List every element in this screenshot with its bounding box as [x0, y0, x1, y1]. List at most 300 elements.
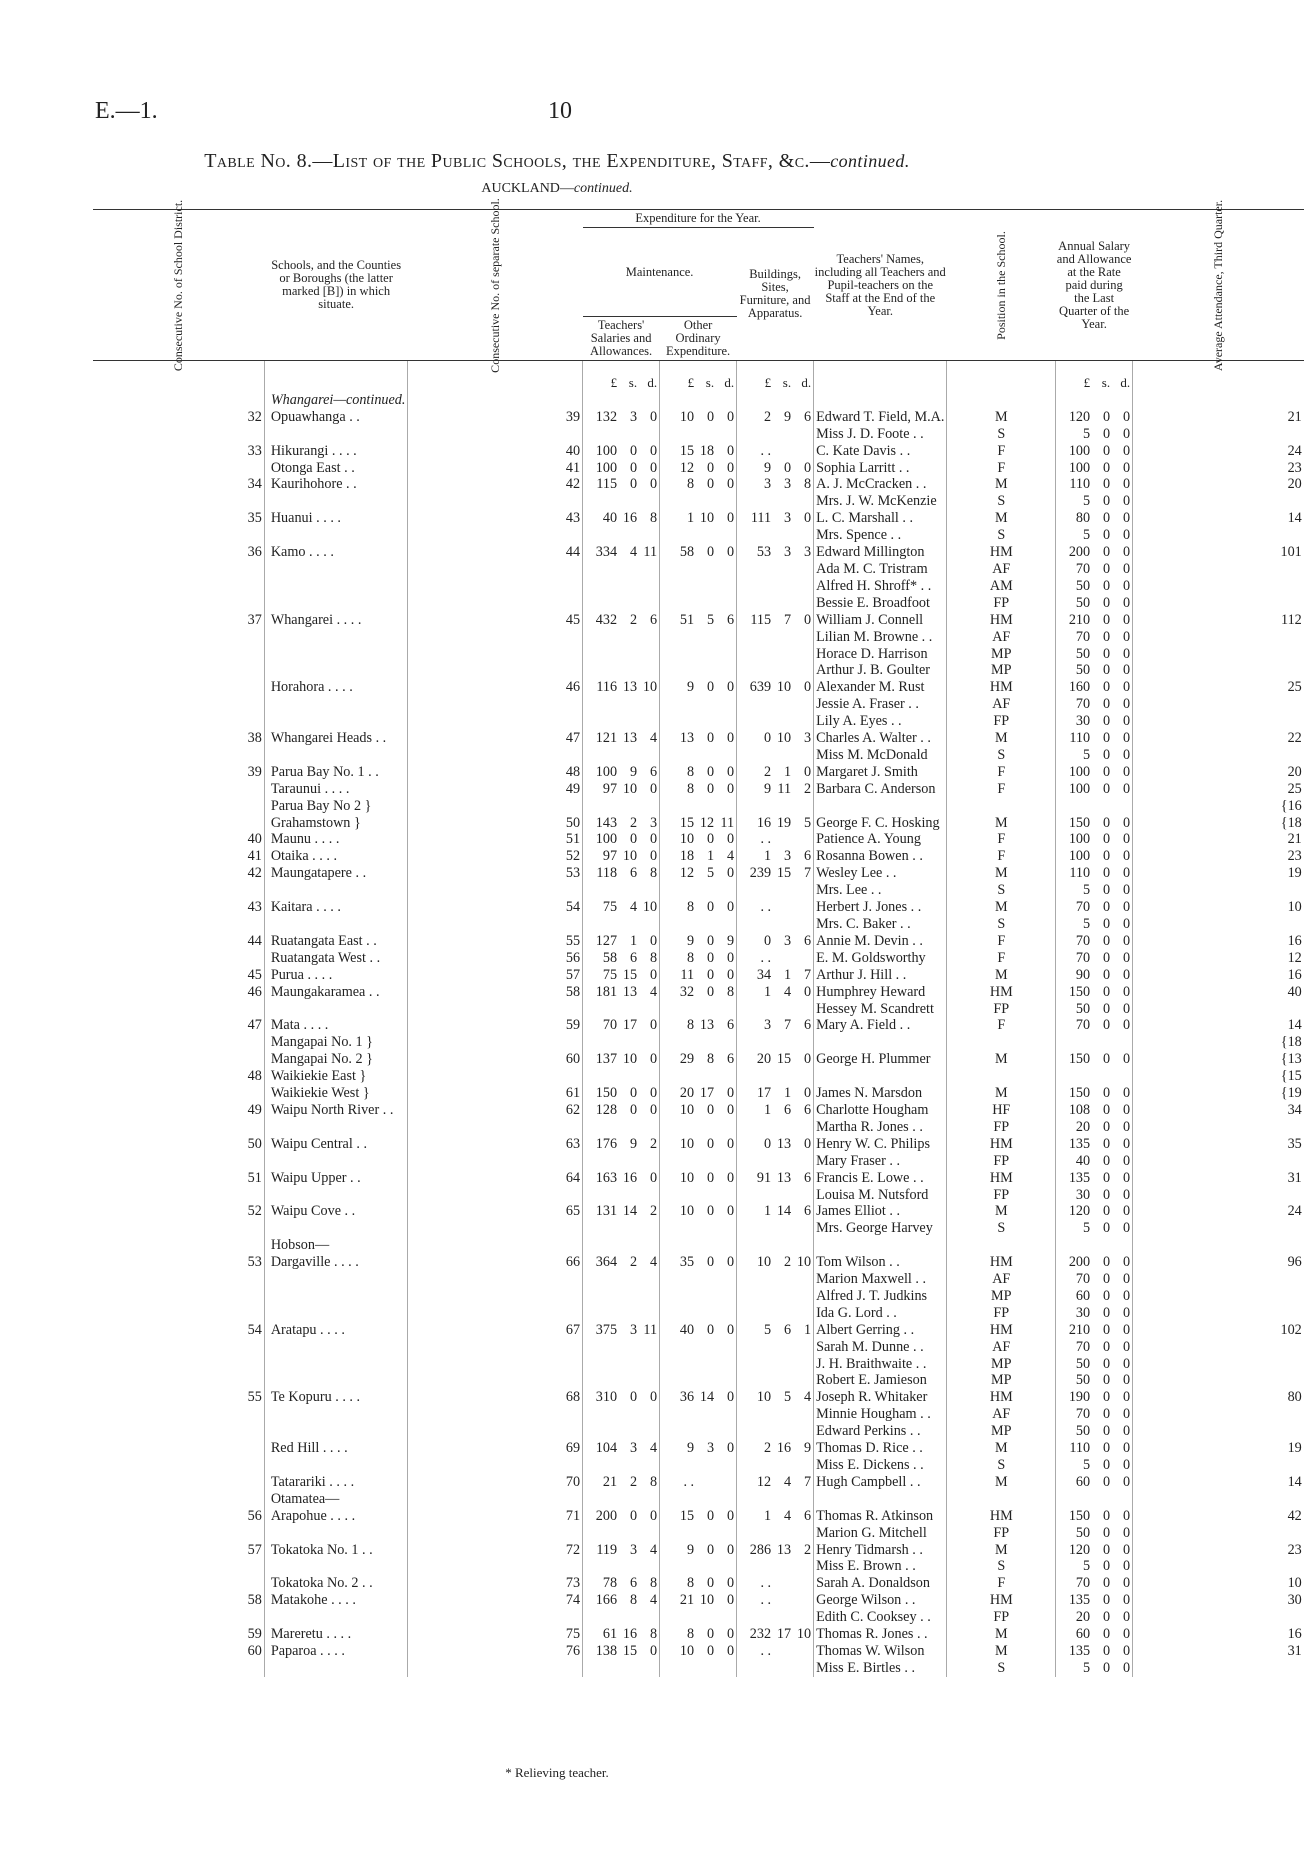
teacher-name: Hessey M. Scandrett	[814, 1001, 947, 1018]
district-no	[93, 1305, 264, 1322]
buildings-value-part: 0	[803, 459, 812, 476]
buildings-value-part: 7	[803, 1473, 812, 1490]
buildings-value-part: 4	[803, 1389, 812, 1406]
unit-label: s.	[1101, 375, 1111, 390]
annual-salary-value	[1056, 933, 1133, 950]
buildings-value	[737, 1372, 814, 1389]
salaries-value-part: 8	[649, 1473, 658, 1490]
other-expenditure-value-part: 15	[679, 442, 695, 459]
teacher-name: Mrs. George Harvey	[814, 1220, 947, 1237]
attendance: 40	[1133, 984, 1304, 1001]
teacher-name: Alfred H. Shroff* . .	[814, 578, 947, 595]
other-expenditure-value-part: 8	[726, 983, 735, 1000]
annual-salary-value-part: 0	[1103, 1355, 1111, 1372]
annual-salary-value-part: 0	[1123, 1389, 1131, 1406]
buildings-value-part: 34	[756, 966, 772, 983]
buildings-value	[737, 595, 814, 612]
buildings-value-part: 6	[783, 1321, 792, 1338]
buildings-value-part: 7	[803, 865, 812, 882]
buildings-value-part: 0	[803, 763, 812, 780]
school-name	[264, 595, 408, 612]
table-row	[93, 1034, 1304, 1051]
annual-salary-value-part: 0	[1103, 1118, 1111, 1135]
salaries-value-part: 8	[649, 510, 658, 527]
district-no	[93, 950, 264, 967]
salaries-value	[583, 1558, 660, 1575]
position: M	[947, 1203, 1056, 1220]
salaries-value-part: 14	[622, 1203, 638, 1220]
position: S	[947, 882, 1056, 899]
header-school-no: Consecutive No. of separate School.	[408, 210, 583, 361]
teacher-name: George F. C. Hosking	[814, 815, 947, 832]
annual-salary-value-part: 0	[1123, 1592, 1131, 1609]
region-name: AUCKLAND—	[481, 181, 574, 196]
buildings-value-part: 10	[776, 679, 792, 696]
other-expenditure-value	[660, 646, 737, 663]
other-expenditure-value	[660, 933, 737, 950]
table-row	[93, 1136, 1304, 1153]
annual-salary-value-part: 150	[1068, 1051, 1091, 1068]
other-expenditure-value-part: 11	[680, 966, 695, 983]
other-expenditure-value	[660, 1542, 737, 1559]
other-expenditure-value-part: 0	[726, 831, 735, 848]
table-row	[93, 882, 1304, 899]
annual-salary-value-part: 0	[1103, 662, 1111, 679]
buildings-value-part: 17	[776, 1626, 792, 1643]
annual-salary-value-part: 0	[1123, 577, 1131, 594]
annual-salary-value-part: 0	[1103, 831, 1111, 848]
position: M	[947, 1474, 1056, 1491]
school-name: Tatarariki . . . .	[264, 1474, 408, 1491]
annual-salary-value-part: 0	[1123, 1135, 1131, 1152]
other-expenditure-value	[660, 1305, 737, 1322]
buildings-value	[737, 1592, 814, 1609]
other-expenditure-value-part: 0	[706, 1101, 715, 1118]
other-expenditure-value-part: 0	[726, 899, 735, 916]
salaries-value-part: 15	[622, 1642, 638, 1659]
other-expenditure-value-part: 10	[679, 1642, 695, 1659]
school-no	[408, 527, 583, 544]
annual-salary-value	[1056, 882, 1133, 899]
district-no: 39	[247, 763, 262, 780]
annual-salary-value	[1056, 1001, 1133, 1018]
buildings-value	[737, 561, 814, 578]
buildings-value-part: 8	[803, 476, 812, 493]
school-name	[264, 629, 408, 646]
buildings-value-part: 639	[749, 679, 772, 696]
attendance: 14	[1133, 1474, 1304, 1491]
salaries-value-part: 4	[629, 544, 638, 561]
other-expenditure-value-part: 10	[679, 1135, 695, 1152]
other-expenditure-value	[660, 764, 737, 781]
annual-salary-value-part: 0	[1123, 1169, 1131, 1186]
other-expenditure-value	[660, 460, 737, 477]
buildings-value	[737, 1457, 814, 1474]
buildings-value	[737, 1068, 814, 1085]
attendance	[1133, 1339, 1304, 1356]
teacher-name: Miss M. McDonald	[814, 747, 947, 764]
buildings-value	[737, 629, 814, 646]
other-expenditure-value	[660, 1288, 737, 1305]
buildings-value-part: 6	[803, 848, 812, 865]
other-expenditure-value-part: 0	[726, 1254, 735, 1271]
annual-salary-value-part: 50	[1075, 1372, 1091, 1389]
annual-salary-value-part: 5	[1083, 746, 1091, 763]
annual-salary-value-part: 5	[1083, 916, 1091, 932]
table-row	[93, 1525, 1304, 1542]
district-no: 57	[247, 1541, 262, 1558]
salaries-value-part: 6	[629, 1575, 638, 1592]
annual-salary-value-part: 0	[1123, 1440, 1131, 1457]
annual-salary-value	[1056, 1643, 1133, 1660]
school-no	[408, 1001, 583, 1018]
position: F	[947, 460, 1056, 477]
attendance: 34	[1133, 1102, 1304, 1119]
annual-salary-value-part: 110	[1069, 865, 1091, 882]
position: M	[947, 1440, 1056, 1457]
annual-salary-value-part: 5	[1083, 425, 1091, 442]
table-row	[93, 544, 1304, 561]
other-expenditure-value-part: 0	[726, 476, 735, 493]
other-expenditure-value-part: 0	[706, 1135, 715, 1152]
school-no: 51	[408, 831, 583, 848]
unit-label: d.	[724, 375, 735, 390]
school-name: Mareretu . . . .	[264, 1626, 408, 1643]
table-row	[93, 1322, 1304, 1339]
attendance: 42	[1133, 1508, 1304, 1525]
other-expenditure-value	[660, 392, 737, 409]
salaries-value	[583, 612, 660, 629]
school-no	[408, 1558, 583, 1575]
buildings-value-part: 1	[763, 1507, 772, 1524]
school-name: Dargaville . . . .	[264, 1254, 408, 1271]
salaries-value-part: 8	[649, 949, 658, 966]
buildings-value-part: 10	[796, 1626, 812, 1643]
other-expenditure-value	[660, 1203, 737, 1220]
buildings-value	[737, 1542, 814, 1559]
other-expenditure-value-part: 0	[726, 780, 735, 797]
annual-salary-value	[1056, 1474, 1133, 1491]
school-no	[408, 713, 583, 730]
teacher-name: Miss E. Dickens . .	[814, 1457, 947, 1474]
table-row	[93, 747, 1304, 764]
school-no: 61	[408, 1085, 583, 1102]
school-no: 66	[408, 1254, 583, 1271]
attendance: 25	[1133, 679, 1304, 696]
other-expenditure-value	[660, 1660, 737, 1677]
table-row	[93, 1626, 1304, 1643]
teacher-name: Herbert J. Jones . .	[814, 899, 947, 916]
annual-salary-value-part: 0	[1123, 916, 1131, 932]
salaries-value-part: 0	[629, 459, 638, 476]
attendance: 102	[1133, 1322, 1304, 1339]
salaries-value-part: 118	[596, 865, 618, 882]
header-school: Schools, and the Counties or Boroughs (the latter marked [B]) in which situate.	[264, 210, 408, 361]
salaries-value-part: 0	[649, 1642, 658, 1659]
buildings-value-part: 1	[763, 1101, 772, 1118]
buildings-value-part: 1	[783, 763, 792, 780]
annual-salary-value-part: 0	[1123, 1541, 1131, 1558]
annual-salary-value-part: 70	[1075, 1406, 1091, 1423]
buildings-value-part: 3	[803, 544, 812, 561]
annual-salary-value	[1056, 1271, 1133, 1288]
other-expenditure-value	[660, 1068, 737, 1085]
teacher-name: Jessie A. Fraser . .	[814, 696, 947, 713]
school-name	[264, 1406, 408, 1423]
annual-salary-value	[1056, 1153, 1133, 1170]
salaries-value	[583, 933, 660, 950]
other-expenditure-value-part: 0	[706, 1541, 715, 1558]
annual-salary-value	[1056, 1119, 1133, 1136]
annual-salary-value-part: 0	[1123, 1017, 1131, 1034]
annual-salary-value-part: 0	[1103, 1287, 1111, 1304]
annual-salary-value-part: 0	[1123, 510, 1131, 527]
buildings-value	[737, 1034, 814, 1051]
buildings-value	[737, 1609, 814, 1626]
annual-salary-value-part: 0	[1123, 476, 1131, 493]
position: HM	[947, 984, 1056, 1001]
annual-salary-value	[1056, 1356, 1133, 1373]
salaries-value-part: 163	[595, 1169, 618, 1186]
table-row	[93, 1423, 1304, 1440]
other-expenditure-value	[660, 1034, 737, 1051]
other-expenditure-value-part: 0	[706, 679, 715, 696]
salaries-value	[583, 984, 660, 1001]
annual-salary-value-part: 0	[1123, 442, 1131, 459]
salaries-value-part: 0	[629, 1507, 638, 1524]
salaries-value	[583, 1508, 660, 1525]
other-expenditure-value	[660, 1440, 737, 1457]
buildings-value-part: 20	[756, 1051, 772, 1068]
annual-salary-value-part: 100	[1068, 442, 1091, 459]
table-row	[93, 1440, 1304, 1457]
annual-salary-value-part: 20	[1075, 1118, 1091, 1135]
position: FP	[947, 595, 1056, 612]
other-expenditure-value	[660, 1322, 737, 1339]
annual-salary-value-part: 0	[1103, 1085, 1111, 1102]
school-no: 46	[408, 679, 583, 696]
teacher-name: Tom Wilson . .	[814, 1254, 947, 1271]
buildings-value-part: 2	[803, 1541, 812, 1558]
buildings-value	[737, 662, 814, 679]
district-no: 36	[247, 544, 262, 561]
school-name: Whangarei—continued.	[264, 392, 408, 409]
annual-salary-value	[1056, 1372, 1133, 1389]
other-expenditure-value	[660, 1339, 737, 1356]
annual-salary-value-part: 0	[1103, 882, 1111, 899]
other-expenditure-value-part: 4	[726, 848, 735, 865]
salaries-value-part: 16	[622, 1169, 638, 1186]
school-name	[264, 747, 408, 764]
annual-salary-value-part: 70	[1075, 628, 1091, 645]
buildings-value	[737, 409, 814, 426]
buildings-value	[737, 798, 814, 815]
teacher-name: William J. Connell	[814, 612, 947, 629]
table-row	[93, 764, 1304, 781]
attendance	[1133, 595, 1304, 612]
school-no	[408, 1288, 583, 1305]
unit-label: d.	[801, 375, 812, 390]
attendance: 16	[1133, 933, 1304, 950]
annual-salary-value-part: 5	[1083, 1457, 1091, 1473]
teacher-name: Sophia Larritt . .	[814, 460, 947, 477]
salaries-value-part: 97	[602, 848, 618, 865]
other-expenditure-value-part: 0	[726, 679, 735, 696]
teacher-name: James Elliot . .	[814, 1203, 947, 1220]
annual-salary-value-part: 0	[1103, 560, 1111, 577]
school-no	[408, 1356, 583, 1373]
other-expenditure-value	[660, 713, 737, 730]
other-expenditure-value	[660, 1508, 737, 1525]
teacher-name: Arthur J. B. Goulter	[814, 662, 947, 679]
annual-salary-value-part: 0	[1123, 1626, 1131, 1643]
annual-salary-value	[1056, 443, 1133, 460]
salaries-value-part: 0	[649, 966, 658, 983]
attendance	[1133, 916, 1304, 933]
teacher-name: Sarah M. Dunne . .	[814, 1339, 947, 1356]
position: MP	[947, 1423, 1056, 1440]
district-no	[93, 696, 264, 713]
other-expenditure-value-part: 0	[726, 1626, 735, 1643]
annual-salary-value-part: 0	[1123, 780, 1131, 797]
annual-salary-value-part: 110	[1069, 1440, 1091, 1457]
other-expenditure-value-part: 0	[726, 949, 735, 966]
table-row	[93, 510, 1304, 527]
attendance	[1133, 629, 1304, 646]
buildings-value-part: 3	[803, 730, 812, 747]
buildings-value	[737, 1001, 814, 1018]
table-row	[93, 595, 1304, 612]
table-row	[93, 1119, 1304, 1136]
buildings-value-part: 7	[803, 966, 812, 983]
school-no	[408, 1237, 583, 1254]
table-row	[93, 629, 1304, 646]
annual-salary-value	[1056, 1220, 1133, 1237]
position: S	[947, 1457, 1056, 1474]
position: MP	[947, 662, 1056, 679]
annual-salary-value-part: 0	[1103, 1389, 1111, 1406]
salaries-value-part: 0	[629, 476, 638, 493]
annual-salary-value-part: 0	[1123, 1186, 1131, 1203]
attendance: 23	[1133, 848, 1304, 865]
buildings-value	[737, 1389, 814, 1406]
salaries-value	[583, 1271, 660, 1288]
other-expenditure-value-part: 12	[679, 459, 695, 476]
table-row	[93, 1001, 1304, 1018]
buildings-value-part: 7	[783, 1017, 792, 1034]
position: F	[947, 933, 1056, 950]
salaries-value-part: 0	[629, 831, 638, 848]
buildings-value	[737, 1237, 814, 1254]
school-no: 43	[408, 510, 583, 527]
school-name: Ruatangata East . .	[264, 933, 408, 950]
school-name	[264, 713, 408, 730]
other-expenditure-value	[660, 1051, 737, 1068]
header-district-no: Consecutive No. of School District.	[93, 210, 264, 361]
position: M	[947, 1542, 1056, 1559]
buildings-value-part: . .	[760, 1642, 772, 1659]
annual-salary-value	[1056, 1423, 1133, 1440]
salaries-value-part: 11	[643, 1321, 658, 1338]
annual-salary-value-part: 0	[1103, 983, 1111, 1000]
buildings-value	[737, 646, 814, 663]
other-expenditure-value	[660, 679, 737, 696]
annual-salary-value	[1056, 1085, 1133, 1102]
buildings-value-part: 10	[796, 1254, 812, 1271]
teacher-name: Edward Millington	[814, 544, 947, 561]
attendance: 31	[1133, 1643, 1304, 1660]
other-expenditure-value-part: 1	[706, 848, 715, 865]
table-row	[93, 798, 1304, 815]
annual-salary-value-part: 0	[1103, 645, 1111, 662]
salaries-value	[583, 476, 660, 493]
district-no: 54	[247, 1321, 262, 1338]
other-expenditure-value-part: 0	[706, 1642, 715, 1659]
annual-salary-value	[1056, 493, 1133, 510]
annual-salary-value-part: 70	[1075, 1017, 1091, 1034]
school-no: 59	[408, 1017, 583, 1034]
annual-salary-value-part: 0	[1123, 1406, 1131, 1423]
salaries-value-part: 100	[595, 459, 618, 476]
table-row	[93, 1288, 1304, 1305]
salaries-value-part: 116	[596, 679, 618, 696]
other-expenditure-value	[660, 1558, 737, 1575]
annual-salary-value-part: 0	[1123, 814, 1131, 831]
buildings-value-part: 0	[803, 510, 812, 527]
table-row	[93, 527, 1304, 544]
buildings-value-part: 17	[756, 1085, 772, 1102]
school-no: 68	[408, 1389, 583, 1406]
position: MP	[947, 1372, 1056, 1389]
salaries-value-part: 100	[595, 442, 618, 459]
attendance	[1133, 1271, 1304, 1288]
annual-salary-value-part: 0	[1123, 882, 1131, 899]
position: F	[947, 781, 1056, 798]
buildings-value	[737, 1153, 814, 1170]
buildings-value	[737, 1525, 814, 1542]
school-name	[264, 561, 408, 578]
attendance: 16	[1133, 1626, 1304, 1643]
position	[947, 1034, 1056, 1051]
table-row	[93, 493, 1304, 510]
unit-label: d.	[1120, 375, 1131, 390]
annual-salary-value-part: 0	[1103, 544, 1111, 561]
salaries-value	[583, 1187, 660, 1204]
annual-salary-value	[1056, 1170, 1133, 1187]
table-row	[93, 1339, 1304, 1356]
school-no	[408, 1220, 583, 1237]
annual-salary-value-part: 0	[1123, 1051, 1131, 1068]
unit-label: £	[764, 375, 772, 390]
buildings-value	[737, 1170, 814, 1187]
annual-salary-value-part: 5	[1083, 493, 1091, 510]
annual-salary-value-part: 0	[1123, 679, 1131, 696]
annual-salary-value	[1056, 1017, 1133, 1034]
annual-salary-value-part: 70	[1075, 949, 1091, 966]
annual-salary-value-part: 0	[1103, 865, 1111, 882]
school-no	[408, 1491, 583, 1508]
annual-salary-value-part: 0	[1103, 1524, 1111, 1541]
other-expenditure-value-part: 0	[726, 510, 735, 527]
annual-salary-value-part: 100	[1068, 459, 1091, 476]
buildings-value-part: 0	[803, 611, 812, 628]
header-attendance: Average Attendance, Third Quarter.	[1133, 210, 1304, 361]
salaries-value	[583, 1592, 660, 1609]
school-name: Red Hill . . . .	[264, 1440, 408, 1457]
annual-salary-value-part: 0	[1103, 730, 1111, 747]
salaries-value-part: 176	[595, 1135, 618, 1152]
school-name: Waipu Upper . .	[264, 1170, 408, 1187]
